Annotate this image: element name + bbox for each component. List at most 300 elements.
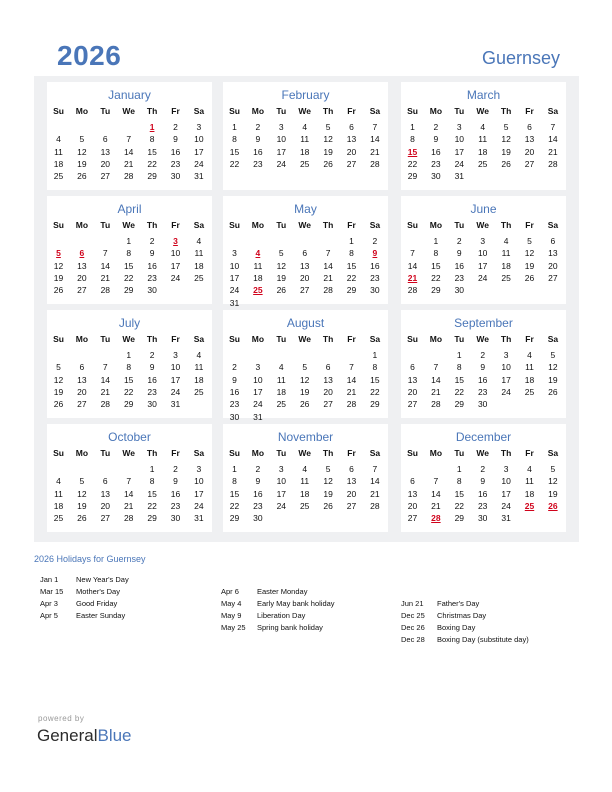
day-cell: 8 [456, 476, 462, 487]
weekday-label: Fr [525, 106, 534, 116]
month-title: June [470, 202, 497, 216]
day-cell: 22 [147, 158, 157, 169]
day-cell: 5 [503, 122, 509, 132]
day-cell: 25 [53, 513, 64, 524]
day-cell: 12 [323, 476, 333, 487]
day-cell: 24 [229, 285, 240, 296]
weekday-label: Tu [454, 334, 465, 344]
weekday-label: Sa [369, 334, 381, 344]
weekday-label: Mo [75, 448, 89, 458]
day-cell: 17 [501, 374, 511, 385]
holiday-name: Easter Sunday [76, 611, 126, 620]
day-cell: 12 [53, 260, 64, 271]
holiday-date: Dec 25 [401, 611, 425, 620]
day-cell: 13 [100, 146, 111, 157]
day-cell: 15 [229, 146, 240, 157]
day-cell: 9 [173, 134, 178, 145]
weekday-label: Sa [369, 220, 381, 230]
day-cell: 27 [407, 399, 418, 410]
day-cell: 12 [548, 476, 558, 487]
day-cell: 1 [149, 464, 155, 474]
day-cell: 24 [501, 386, 511, 397]
day-cell: 4 [278, 362, 284, 373]
day-cell: 4 [527, 350, 532, 360]
day-cell: 19 [53, 386, 64, 397]
day-cell: 22 [407, 158, 418, 169]
day-cell: 15 [454, 374, 465, 385]
day-cell: 3 [196, 122, 202, 132]
day-cell: 28 [100, 399, 111, 410]
day-cell: 3 [480, 236, 486, 246]
day-cell: 31 [170, 399, 181, 410]
day-cell: 22 [370, 386, 380, 397]
weekday-label: We [122, 334, 135, 344]
day-cell: 8 [126, 248, 132, 259]
day-cell: 2 [255, 464, 261, 474]
day-cell: 16 [431, 146, 441, 157]
holiday-date: May 9 [221, 611, 242, 620]
day-cell: 3 [173, 350, 178, 360]
weekday-label: We [298, 448, 311, 458]
holiday-day-cell: 21 [407, 272, 418, 283]
day-cell: 30 [147, 399, 157, 410]
day-cell: 11 [300, 476, 310, 487]
day-cell: 20 [548, 260, 558, 271]
weekday-label: Mo [75, 334, 89, 344]
day-cell: 18 [501, 260, 511, 271]
day-cell: 27 [346, 158, 357, 169]
day-cell: 9 [173, 476, 178, 487]
weekday-label: We [476, 106, 489, 116]
day-cell: 19 [323, 146, 333, 157]
day-cell: 17 [194, 146, 204, 157]
day-cell: 24 [194, 158, 204, 169]
day-cell: 20 [77, 272, 87, 283]
month-april [47, 196, 212, 304]
day-cell: 26 [323, 500, 333, 511]
weekday-label: Su [407, 220, 418, 230]
weekday-label: Th [146, 106, 158, 116]
weekday-label: Tu [100, 106, 111, 116]
holiday-name: Mother's Day [76, 587, 120, 596]
weekday-label: Th [322, 334, 334, 344]
day-cell: 12 [53, 374, 64, 385]
month-june [401, 196, 566, 304]
day-cell: 5 [325, 464, 331, 474]
day-cell: 20 [407, 500, 418, 511]
day-cell: 20 [100, 158, 111, 169]
day-cell: 2 [480, 350, 486, 360]
weekday-label: Su [407, 448, 418, 458]
day-cell: 18 [194, 374, 204, 385]
day-cell: 6 [349, 464, 354, 474]
weekday-label: Tu [276, 334, 287, 344]
day-cell: 27 [77, 285, 87, 296]
day-cell: 8 [232, 476, 237, 487]
day-cell: 4 [302, 464, 308, 474]
weekday-label: Mo [251, 448, 265, 458]
day-cell: 19 [548, 374, 558, 385]
day-cell: 14 [100, 260, 111, 271]
day-cell: 23 [147, 386, 157, 397]
day-cell: 8 [149, 476, 155, 487]
day-cell: 16 [170, 146, 181, 157]
day-cell: 7 [126, 134, 132, 145]
weekday-label: Mo [429, 106, 443, 116]
weekday-label: Su [229, 334, 240, 344]
weekday-label: We [298, 220, 311, 230]
weekday-label: We [122, 106, 135, 116]
day-cell: 1 [232, 464, 237, 474]
day-cell: 11 [501, 248, 511, 259]
day-cell: 26 [77, 171, 87, 182]
day-cell: 29 [407, 171, 418, 182]
day-cell: 11 [276, 374, 286, 385]
weekday-label: Fr [171, 334, 180, 344]
month-title: August [286, 316, 325, 330]
day-cell: 18 [53, 500, 64, 511]
day-cell: 15 [431, 260, 441, 271]
weekday-label: Sa [369, 448, 381, 458]
day-cell: 24 [477, 272, 488, 283]
day-cell: 27 [100, 513, 111, 524]
day-cell: 14 [370, 134, 380, 145]
day-cell: 9 [480, 476, 486, 487]
day-cell: 24 [454, 158, 465, 169]
day-cell: 5 [302, 362, 308, 373]
day-cell: 26 [323, 158, 333, 169]
day-cell: 31 [253, 411, 263, 422]
day-cell: 19 [276, 272, 287, 283]
day-cell: 3 [255, 362, 261, 373]
day-cell: 10 [276, 476, 287, 487]
weekday-label: Mo [75, 220, 89, 230]
day-cell: 18 [299, 488, 310, 499]
day-cell: 3 [232, 248, 237, 259]
holiday-item [40, 599, 117, 608]
holiday-day-cell: 4 [255, 248, 261, 259]
day-cell: 20 [524, 146, 535, 157]
day-cell: 14 [123, 146, 134, 157]
day-cell: 5 [79, 476, 85, 487]
day-cell: 23 [229, 399, 240, 410]
weekday-label: Sa [193, 220, 205, 230]
holiday-date: Dec 28 [401, 635, 425, 644]
day-cell: 13 [548, 248, 558, 259]
calendar-grid-panel [34, 76, 579, 542]
day-cell: 11 [194, 362, 204, 373]
month-title: January [108, 88, 151, 102]
holiday-date: Apr 5 [40, 611, 58, 620]
weekday-label: Su [53, 106, 64, 116]
weekday-label: Mo [251, 334, 265, 344]
day-cell: 24 [170, 272, 181, 283]
day-cell: 23 [170, 158, 181, 169]
day-cell: 28 [323, 285, 333, 296]
day-cell: 25 [477, 158, 488, 169]
day-cell: 5 [278, 248, 284, 259]
day-cell: 6 [550, 236, 556, 246]
weekday-label: Fr [347, 220, 356, 230]
holiday-date: Dec 26 [401, 623, 425, 632]
holiday-item [40, 587, 120, 596]
day-cell: 14 [431, 488, 441, 499]
day-cell: 6 [79, 362, 85, 373]
day-cell: 6 [349, 122, 354, 132]
day-cell: 28 [370, 158, 380, 169]
weekday-label: Fr [171, 220, 180, 230]
day-cell: 17 [170, 374, 181, 385]
day-cell: 20 [77, 386, 87, 397]
day-cell: 17 [276, 488, 287, 499]
day-cell: 10 [194, 134, 204, 145]
month-title: April [117, 202, 142, 216]
day-cell: 7 [102, 248, 108, 259]
weekday-label: Th [500, 106, 512, 116]
day-cell: 22 [431, 272, 441, 283]
day-cell: 4 [480, 122, 486, 132]
day-cell: 25 [299, 500, 310, 511]
day-cell: 22 [229, 158, 240, 169]
day-cell: 28 [548, 158, 558, 169]
day-cell: 10 [253, 374, 263, 385]
day-cell: 22 [229, 500, 240, 511]
day-cell: 28 [431, 399, 441, 410]
holiday-day-cell: 3 [173, 236, 178, 246]
weekday-label: Th [146, 220, 158, 230]
day-cell: 17 [454, 146, 465, 157]
day-cell: 17 [501, 488, 511, 499]
day-cell: 17 [170, 260, 181, 271]
day-cell: 15 [123, 260, 134, 271]
weekday-label: Th [322, 220, 334, 230]
day-cell: 24 [276, 158, 287, 169]
holiday-item [401, 635, 529, 644]
day-cell: 8 [456, 362, 462, 373]
day-cell: 4 [503, 236, 509, 246]
day-cell: 24 [253, 399, 263, 410]
weekday-label: Su [229, 448, 240, 458]
day-cell: 3 [503, 350, 509, 360]
day-cell: 10 [501, 362, 511, 373]
day-cell: 10 [477, 248, 488, 259]
day-cell: 31 [501, 513, 511, 524]
day-cell: 9 [255, 134, 261, 145]
weekday-label: Th [146, 334, 158, 344]
day-cell: 15 [123, 374, 134, 385]
day-cell: 6 [325, 362, 331, 373]
weekday-label: We [298, 334, 311, 344]
holiday-name: Christmas Day [437, 611, 487, 620]
day-cell: 30 [147, 285, 157, 296]
day-cell: 29 [123, 399, 134, 410]
day-cell: 30 [454, 285, 465, 296]
holiday-day-cell: 5 [56, 248, 61, 259]
day-cell: 8 [433, 248, 439, 259]
day-cell: 1 [433, 236, 439, 246]
day-cell: 19 [323, 488, 333, 499]
day-cell: 19 [77, 158, 87, 169]
day-cell: 10 [170, 362, 181, 373]
day-cell: 10 [501, 476, 511, 487]
day-cell: 3 [456, 122, 462, 132]
day-cell: 21 [123, 500, 134, 511]
day-cell: 23 [454, 272, 465, 283]
day-cell: 11 [54, 488, 63, 499]
weekday-label: Sa [547, 448, 559, 458]
day-cell: 13 [100, 488, 111, 499]
day-cell: 21 [548, 146, 558, 157]
weekday-label: Tu [276, 220, 287, 230]
day-cell: 30 [431, 171, 441, 182]
day-cell: 14 [370, 476, 380, 487]
weekday-label: Tu [276, 448, 287, 458]
holiday-item [40, 575, 129, 584]
day-cell: 14 [323, 260, 333, 271]
month-january [47, 82, 212, 190]
day-cell: 13 [77, 374, 87, 385]
weekday-label: Su [53, 334, 64, 344]
day-cell: 17 [477, 260, 488, 271]
holiday-name: Easter Monday [257, 587, 308, 596]
day-cell: 3 [196, 464, 202, 474]
weekday-label: Su [53, 220, 64, 230]
holiday-date: Apr 6 [221, 587, 239, 596]
weekday-label: Mo [429, 334, 443, 344]
weekday-label: Tu [100, 448, 111, 458]
day-cell: 8 [410, 134, 415, 145]
weekday-label: Sa [193, 106, 205, 116]
day-cell: 28 [100, 285, 111, 296]
day-cell: 11 [478, 134, 488, 145]
weekday-label: Su [229, 106, 240, 116]
month-december [401, 424, 566, 532]
day-cell: 13 [346, 134, 357, 145]
day-cell: 21 [370, 146, 380, 157]
day-cell: 25 [524, 386, 535, 397]
day-cell: 2 [173, 122, 178, 132]
day-cell: 15 [147, 146, 157, 157]
day-cell: 26 [501, 158, 511, 169]
holiday-name: New Year's Day [76, 575, 129, 584]
logo-general: General [37, 726, 98, 745]
day-cell: 23 [370, 272, 380, 283]
weekday-label: Th [500, 448, 512, 458]
weekday-label: Sa [547, 220, 559, 230]
holiday-date: Jun 21 [401, 599, 424, 608]
day-cell: 21 [431, 386, 441, 397]
holiday-name: Boxing Day [437, 623, 476, 632]
day-cell: 9 [232, 374, 237, 385]
month-august [223, 310, 388, 422]
day-cell: 6 [102, 476, 108, 487]
weekday-label: Su [407, 106, 418, 116]
weekday-label: Mo [429, 220, 443, 230]
day-cell: 18 [194, 260, 204, 271]
day-cell: 6 [527, 122, 532, 132]
day-cell: 23 [253, 500, 263, 511]
day-cell: 15 [346, 260, 357, 271]
weekday-label: We [122, 220, 135, 230]
day-cell: 23 [147, 272, 157, 283]
weekday-label: We [298, 106, 311, 116]
month-title: December [455, 430, 512, 444]
day-cell: 16 [253, 146, 263, 157]
weekday-label: Fr [525, 334, 534, 344]
day-cell: 26 [77, 513, 87, 524]
day-cell: 15 [370, 374, 380, 385]
day-cell: 7 [372, 464, 378, 474]
day-cell: 19 [77, 500, 87, 511]
holiday-day-cell: 9 [372, 248, 378, 259]
day-cell: 7 [433, 476, 439, 487]
day-cell: 4 [56, 134, 61, 145]
day-cell: 7 [550, 122, 556, 132]
holiday-name: Spring bank holiday [257, 623, 323, 632]
day-cell: 12 [524, 248, 535, 259]
holiday-item [221, 611, 305, 620]
weekday-label: Sa [193, 448, 205, 458]
weekday-label: Fr [171, 448, 180, 458]
weekday-label: Sa [547, 106, 559, 116]
weekday-label: Tu [454, 220, 465, 230]
day-cell: 28 [123, 513, 134, 524]
day-cell: 14 [346, 374, 357, 385]
month-title: September [454, 316, 513, 330]
day-cell: 2 [255, 122, 261, 132]
day-cell: 21 [123, 158, 134, 169]
day-cell: 29 [454, 513, 465, 524]
day-cell: 20 [323, 386, 333, 397]
country-title: Guernsey [481, 48, 560, 68]
day-cell: 11 [525, 362, 534, 373]
day-cell: 30 [370, 285, 380, 296]
day-cell: 26 [276, 285, 287, 296]
day-cell: 1 [126, 350, 132, 360]
weekday-label: Fr [347, 448, 356, 458]
weekday-label: We [476, 448, 489, 458]
day-cell: 23 [477, 386, 488, 397]
day-cell: 6 [410, 476, 415, 487]
day-cell: 12 [548, 362, 558, 373]
day-cell: 16 [147, 260, 157, 271]
weekday-label: We [476, 220, 489, 230]
day-cell: 12 [77, 488, 87, 499]
month-title: March [466, 88, 501, 102]
day-cell: 30 [229, 411, 240, 422]
holiday-item [221, 623, 323, 632]
day-cell: 10 [170, 248, 181, 259]
day-cell: 2 [372, 236, 378, 246]
holiday-date: Jan 1 [40, 575, 59, 584]
day-cell: 23 [170, 500, 181, 511]
day-cell: 22 [123, 272, 134, 283]
weekday-label: Tu [100, 220, 111, 230]
day-cell: 26 [524, 272, 535, 283]
day-cell: 13 [407, 488, 418, 499]
weekday-label: We [122, 448, 135, 458]
month-title: February [281, 88, 330, 102]
weekday-label: Tu [454, 106, 465, 116]
day-cell: 9 [255, 476, 261, 487]
day-cell: 12 [276, 260, 287, 271]
weekday-label: Th [322, 448, 334, 458]
day-cell: 18 [253, 272, 263, 283]
holiday-item [401, 599, 479, 608]
weekday-label: Mo [251, 106, 265, 116]
day-cell: 6 [302, 248, 308, 259]
day-cell: 27 [407, 513, 418, 524]
